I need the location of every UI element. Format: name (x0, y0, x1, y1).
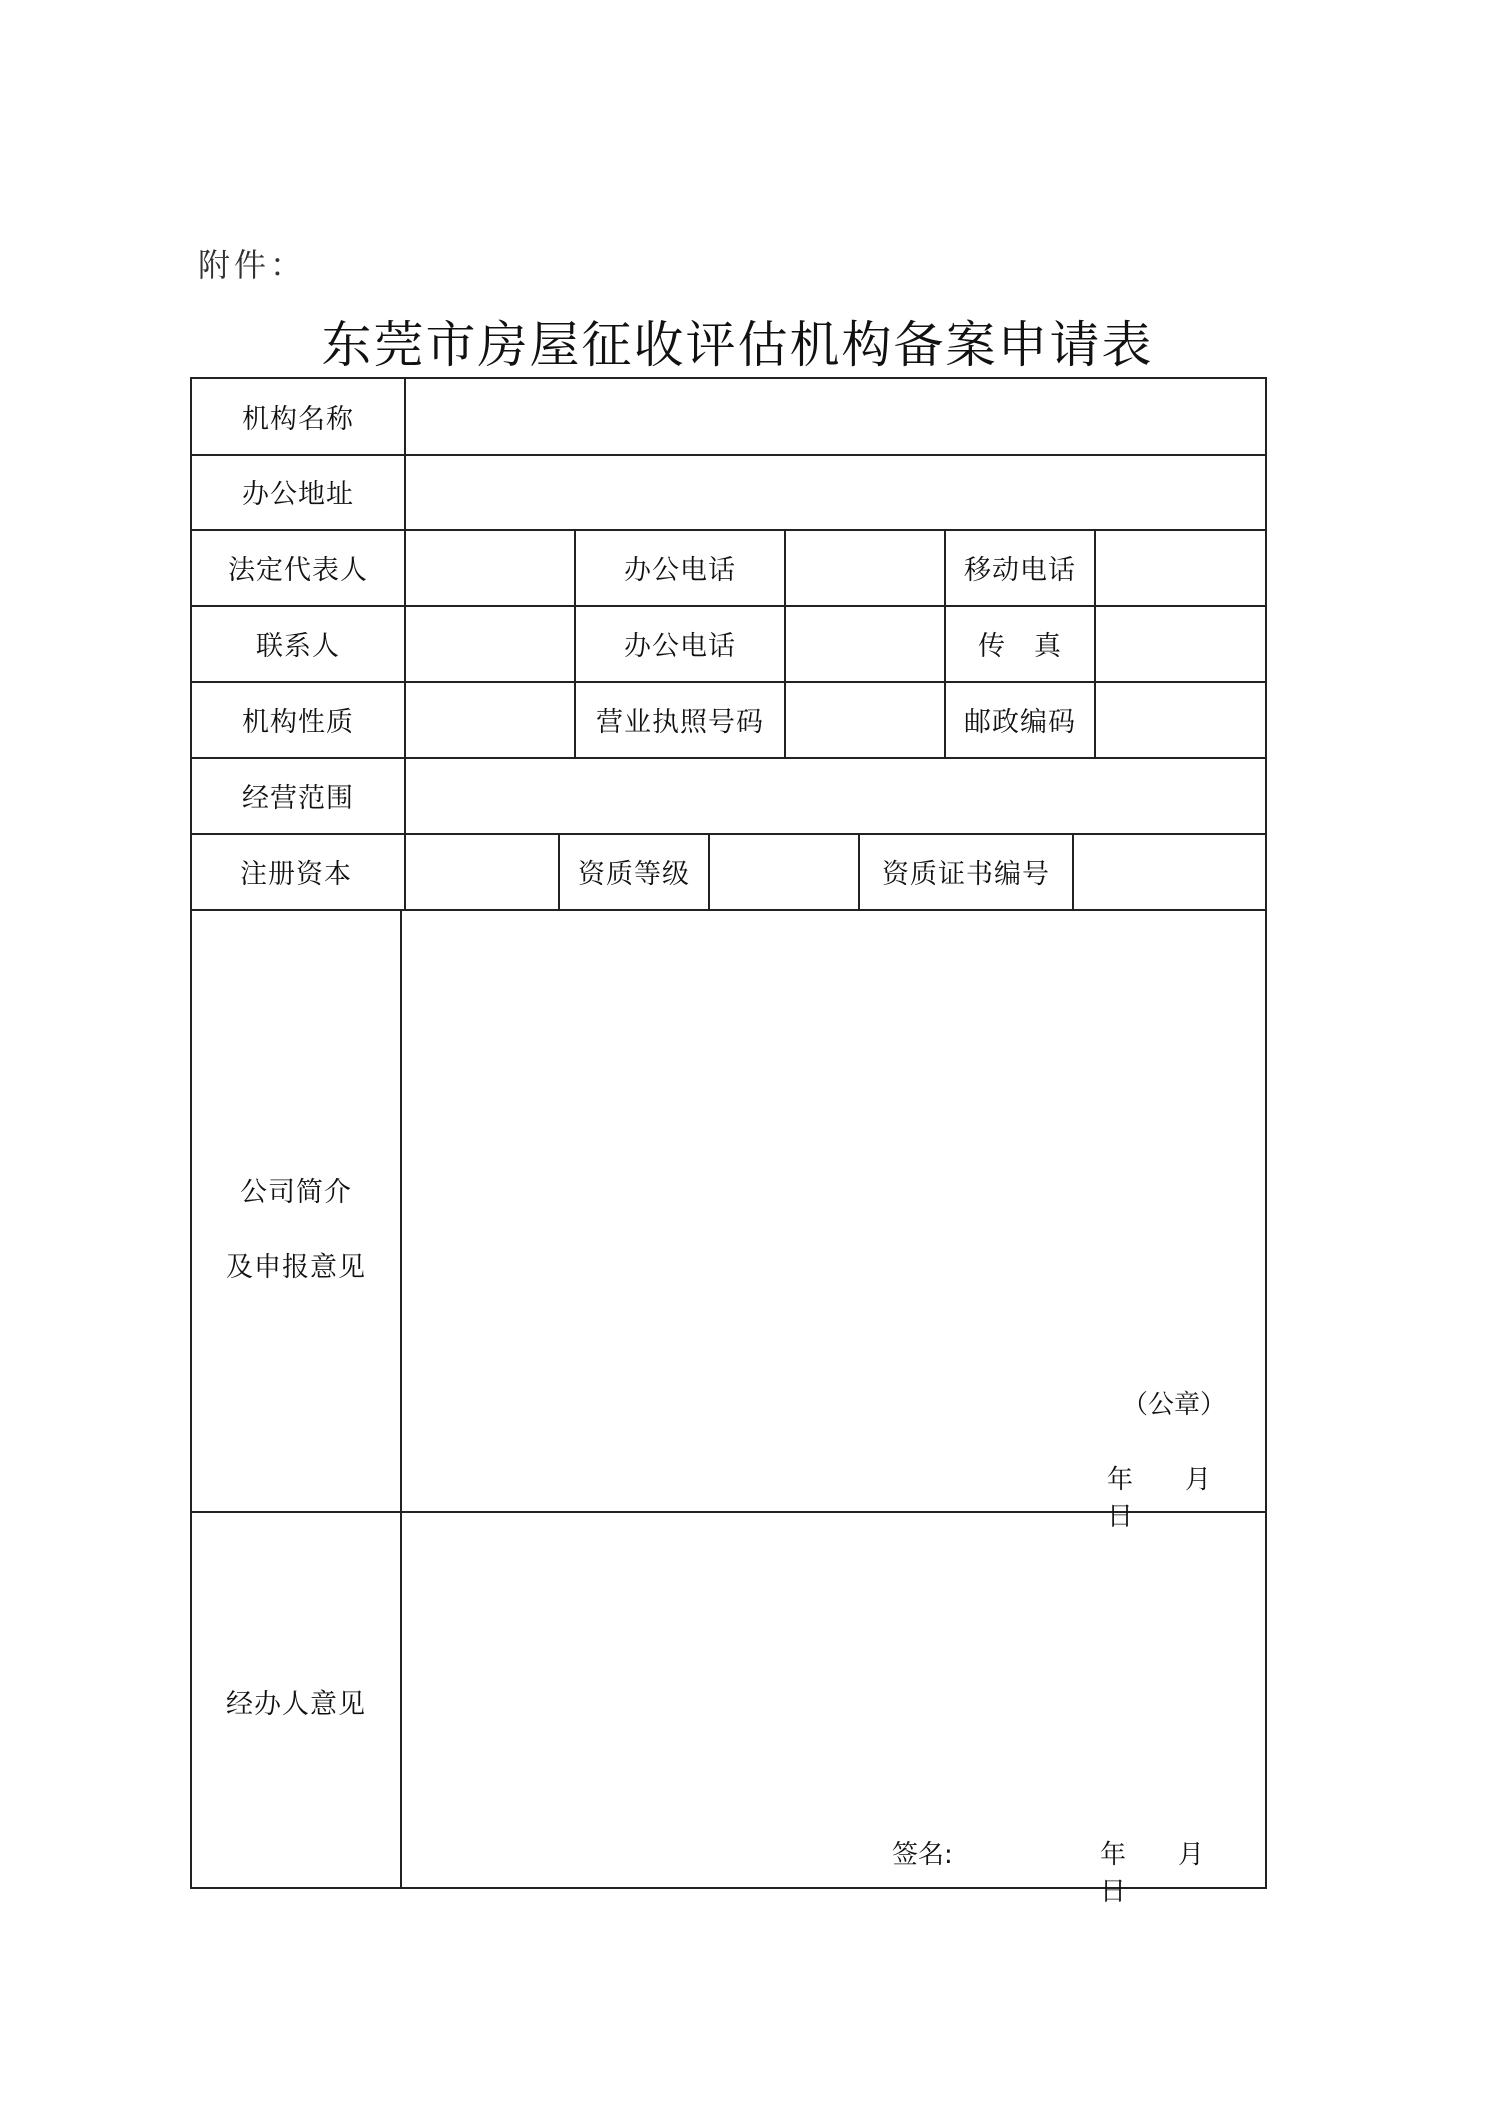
label-contact-person: 联系人 (256, 630, 340, 662)
label-company-intro (192, 909, 400, 1511)
label-registered-capital: 注册资本 (240, 858, 352, 890)
label-office-phone: 办公电话 (624, 554, 736, 586)
postcode-field[interactable] (1096, 681, 1265, 757)
intro-date-label: 年 月 日 (1107, 1465, 1264, 1532)
label-office-phone-2: 办公电话 (624, 630, 736, 662)
label-mobile-phone: 移动电话 (964, 554, 1076, 586)
business-scope-field[interactable] (406, 757, 1265, 833)
form-title: 东莞市房屋征收评估机构备案申请表 (321, 316, 1154, 374)
label-company-intro-line2: 及申报意见 (226, 1252, 366, 1283)
label-legal-representative: 法定代表人 (228, 554, 368, 586)
legal-representative-field[interactable] (406, 529, 574, 605)
label-org-name: 机构名称 (242, 404, 354, 435)
attachment-label: 附件： (198, 246, 307, 284)
label-fax: 传 真 (978, 630, 1062, 662)
fax-field[interactable] (1096, 605, 1265, 681)
registered-capital-field[interactable] (402, 833, 558, 909)
handler-opinion-field[interactable] (402, 1513, 1265, 1889)
label-business-license-no: 营业执照号码 (596, 706, 764, 738)
label-org-nature: 机构性质 (242, 706, 354, 738)
label-qualification-cert-no: 资质证书编号 (882, 858, 1050, 890)
office-phone-field[interactable] (786, 529, 944, 605)
application-form-table (190, 377, 1267, 1907)
qualification-level-field[interactable] (710, 833, 858, 909)
office-phone-2-field[interactable] (786, 605, 944, 681)
label-handler-opinion: 经办人意见 (226, 1688, 366, 1720)
mobile-phone-field[interactable] (1096, 529, 1265, 605)
contact-person-field[interactable] (406, 605, 574, 681)
label-office-address: 办公地址 (242, 479, 354, 510)
signature-label: 签名: (892, 1840, 953, 1870)
handler-date-label: 年 月 日 (1100, 1840, 1257, 1907)
qualification-cert-no-field[interactable] (1074, 833, 1265, 909)
business-license-no-field[interactable] (786, 681, 944, 757)
label-business-scope: 经营范围 (242, 782, 354, 814)
official-seal-label: （公章） (1122, 1390, 1227, 1420)
office-address-field[interactable] (406, 454, 1265, 529)
label-postcode: 邮政编码 (964, 706, 1076, 738)
label-qualification-level: 资质等级 (578, 858, 690, 890)
org-name-field[interactable] (406, 379, 1265, 454)
org-nature-field[interactable] (406, 681, 574, 757)
label-company-intro-line1: 公司简介 (240, 1177, 352, 1208)
